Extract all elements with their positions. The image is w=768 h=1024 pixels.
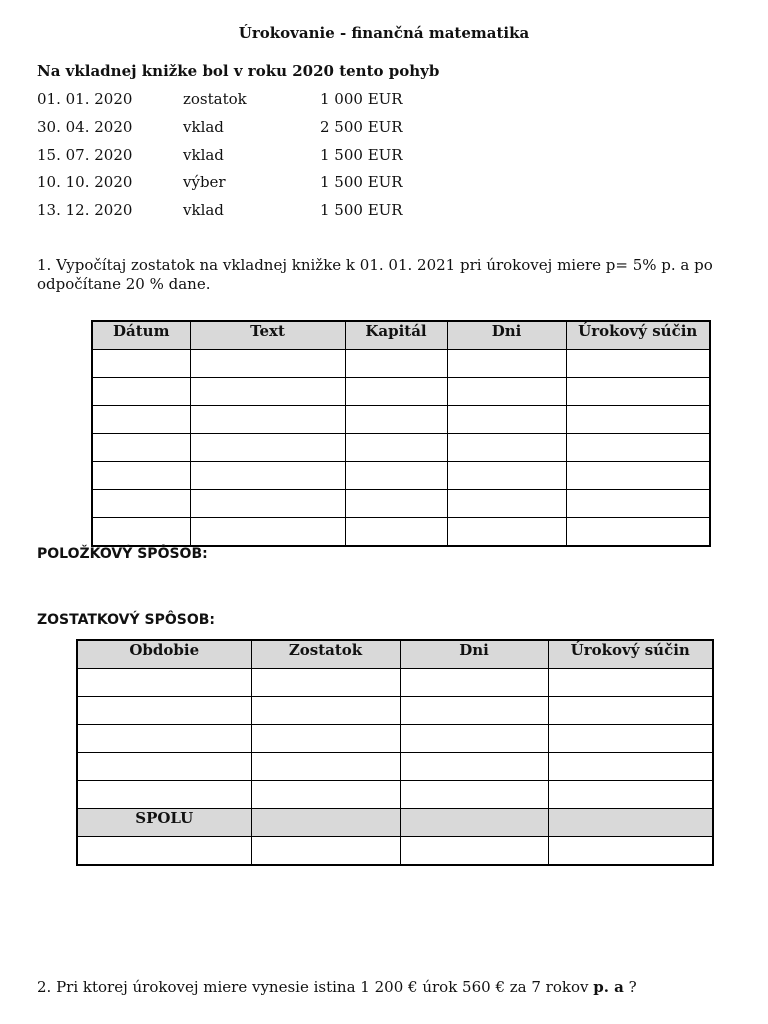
movement-type: vklad [183, 201, 224, 219]
table-cell[interactable] [345, 378, 447, 406]
movement-amount: 1 500 EUR [320, 173, 403, 191]
table-cell[interactable] [92, 462, 190, 490]
task-2-suffix: ? [623, 978, 637, 996]
table-cell[interactable] [400, 669, 548, 697]
movement-type: zostatok [183, 90, 247, 108]
table-cell[interactable] [77, 697, 251, 725]
table-cell[interactable] [548, 809, 713, 837]
table-cell[interactable] [92, 378, 190, 406]
table-cell[interactable] [77, 753, 251, 781]
table-row [77, 725, 713, 753]
table-cell[interactable] [92, 518, 190, 547]
table-cell[interactable] [345, 406, 447, 434]
movement-amount: 2 500 EUR [320, 118, 403, 136]
column-header-urokovy-sucin: Úrokový súčin [566, 321, 710, 350]
movement-row [37, 173, 557, 195]
table-cell[interactable] [92, 350, 190, 378]
table-cell[interactable] [548, 781, 713, 809]
table-cell[interactable] [566, 378, 710, 406]
table-cell[interactable] [548, 697, 713, 725]
table-row [77, 837, 713, 866]
table-cell[interactable] [345, 490, 447, 518]
table-cell[interactable] [548, 837, 713, 866]
table-cell[interactable] [447, 518, 566, 547]
table-cell[interactable] [566, 518, 710, 547]
table-row [92, 434, 710, 462]
column-header-dni: Dni [447, 321, 566, 350]
table-cell[interactable] [190, 350, 345, 378]
table-cell[interactable] [77, 725, 251, 753]
column-header-zostatok: Zostatok [251, 640, 400, 669]
table-cell[interactable] [400, 725, 548, 753]
table-cell[interactable] [251, 725, 400, 753]
task-2-text: 2. Pri ktorej úrokovej miere vynesie istina 1 200 € úrok 560 € za 7 rokov [37, 978, 594, 996]
document-title: Úrokovanie - finančná matematika [238, 24, 530, 42]
table-cell[interactable] [447, 378, 566, 406]
column-header-urokovy-sucin: Úrokový súčin [548, 640, 713, 669]
table-cell[interactable] [345, 350, 447, 378]
task-2-emphasis: p. a [593, 978, 624, 996]
table-cell[interactable] [447, 434, 566, 462]
table-cell[interactable] [345, 462, 447, 490]
movement-date: 01. 01. 2020 [37, 90, 133, 108]
table-row [92, 350, 710, 378]
table-cell[interactable] [400, 753, 548, 781]
movement-date: 30. 04. 2020 [37, 118, 133, 136]
column-header-obdobie: Obdobie [77, 640, 251, 669]
movement-amount: 1 500 EUR [320, 146, 403, 164]
column-header-text: Text [190, 321, 345, 350]
table-row [92, 518, 710, 547]
table-cell[interactable] [251, 669, 400, 697]
balance-method-label: ZOSTATKOVÝ SPÔSOB: [37, 612, 215, 628]
table-header-row [92, 321, 710, 350]
table-cell[interactable] [251, 781, 400, 809]
column-header-dni: Dni [400, 640, 548, 669]
movement-row [37, 90, 557, 112]
movements-heading: Na vkladnej knižke bol v roku 2020 tento pohyb [37, 62, 440, 80]
table-row [92, 462, 710, 490]
movement-row [37, 146, 557, 168]
table-cell[interactable] [447, 350, 566, 378]
movement-type: vklad [183, 118, 224, 136]
table-cell[interactable] [92, 406, 190, 434]
summary-row [77, 809, 713, 837]
table-cell[interactable] [447, 406, 566, 434]
table-cell[interactable] [92, 490, 190, 518]
movement-amount: 1 000 EUR [320, 90, 403, 108]
table-cell[interactable] [566, 490, 710, 518]
table-cell[interactable] [251, 753, 400, 781]
task-1 [37, 256, 737, 294]
table-row [92, 406, 710, 434]
table-cell[interactable] [400, 781, 548, 809]
table-cell[interactable] [345, 434, 447, 462]
table-cell[interactable] [400, 697, 548, 725]
table-row [77, 669, 713, 697]
table-cell[interactable] [92, 434, 190, 462]
movement-type: vklad [183, 146, 224, 164]
table-cell[interactable] [77, 837, 251, 866]
table-cell[interactable] [447, 490, 566, 518]
table-cell[interactable] [566, 434, 710, 462]
table-row [92, 490, 710, 518]
movement-amount: 1 500 EUR [320, 201, 403, 219]
balance-method-table [76, 639, 714, 866]
table-cell[interactable] [190, 518, 345, 547]
table-cell[interactable] [566, 462, 710, 490]
table-cell[interactable] [447, 462, 566, 490]
table-cell[interactable] [548, 753, 713, 781]
table-cell[interactable] [251, 809, 400, 837]
column-header-datum: Dátum [92, 321, 190, 350]
task-2 [37, 978, 637, 996]
table-header-row [77, 640, 713, 669]
table-cell[interactable] [548, 725, 713, 753]
table-cell[interactable] [400, 809, 548, 837]
summary-label: SPOLU [77, 809, 251, 837]
table-cell[interactable] [400, 837, 548, 866]
table-cell[interactable] [566, 406, 710, 434]
table-cell[interactable] [190, 462, 345, 490]
movement-row [37, 201, 557, 223]
table-row [92, 378, 710, 406]
movement-date: 13. 12. 2020 [37, 201, 133, 219]
movement-type: výber [183, 173, 226, 191]
task-1-line-2: odpočítane 20 % dane. [37, 275, 211, 293]
table-row [77, 753, 713, 781]
table-cell[interactable] [566, 350, 710, 378]
item-method-label: POLOŽKOVÝ SPÔSOB: [37, 546, 208, 562]
table-cell[interactable] [345, 518, 447, 547]
table-cell[interactable] [548, 669, 713, 697]
table-cell[interactable] [190, 434, 345, 462]
table-cell[interactable] [251, 697, 400, 725]
table-cell[interactable] [190, 490, 345, 518]
table-cell[interactable] [190, 378, 345, 406]
movement-row [37, 118, 557, 140]
movement-date: 15. 07. 2020 [37, 146, 133, 164]
table-row [77, 697, 713, 725]
table-cell[interactable] [190, 406, 345, 434]
item-method-table [91, 320, 711, 547]
movement-date: 10. 10. 2020 [37, 173, 133, 191]
table-cell[interactable] [77, 669, 251, 697]
table-cell[interactable] [251, 837, 400, 866]
table-cell[interactable] [77, 781, 251, 809]
task-1-line-1: 1. Vypočítaj zostatok na vkladnej knižke k 01. 01. 2021 pri úrokovej miere p= 5% p. a po [37, 256, 713, 274]
column-header-kapital: Kapitál [345, 321, 447, 350]
table-row [77, 781, 713, 809]
